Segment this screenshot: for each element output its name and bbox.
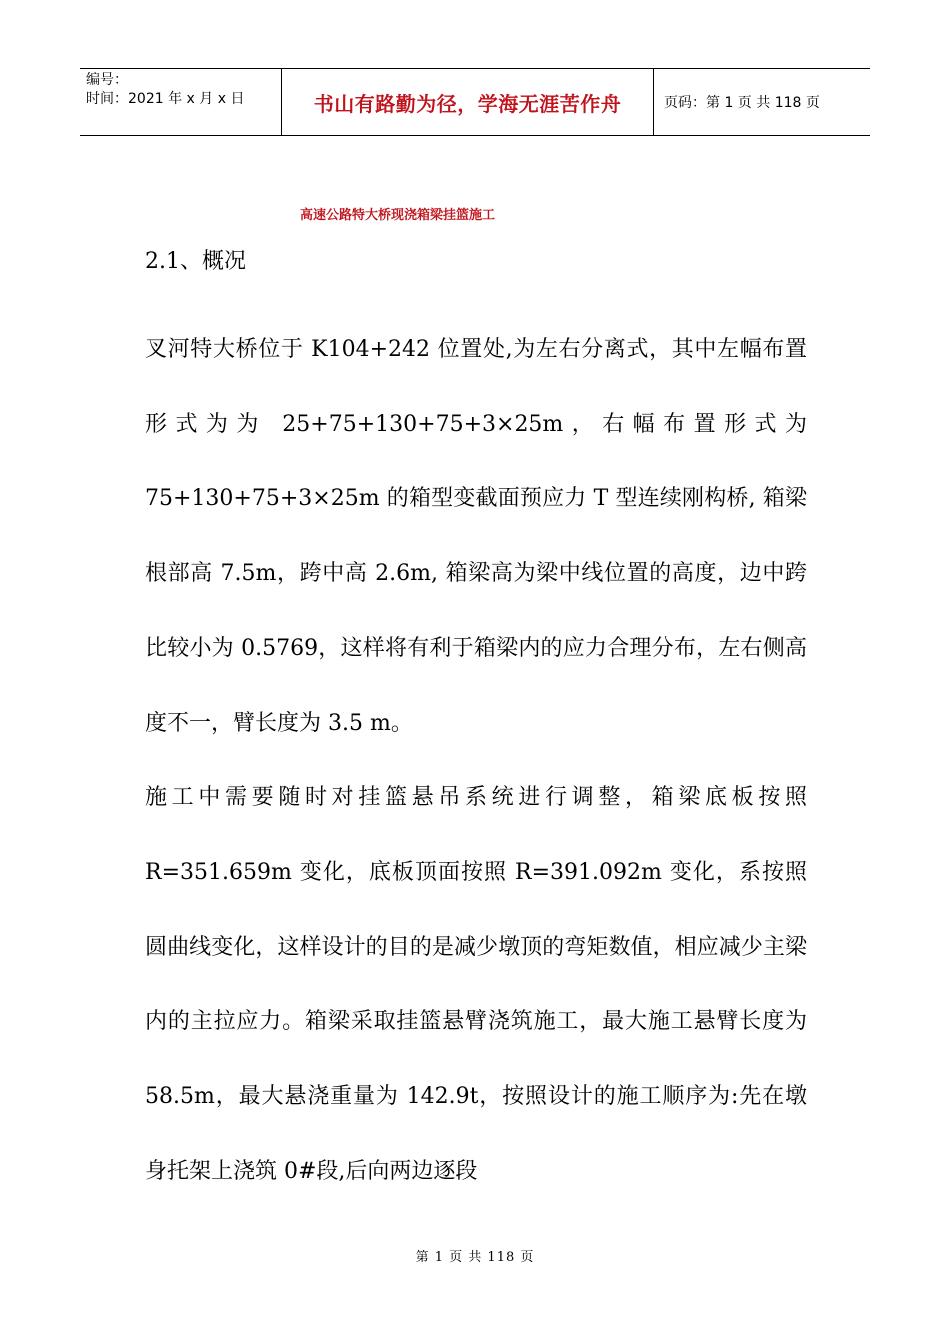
paragraph: 叉河特大桥位于 K104+242 位置处,为左右分离式，其中左幅布置形式为为 25+75+130+75+3×25m，右幅布置形式为 75+130+75+3×25m 的箱型变截面预应力 T 型连续刚构桥, 箱梁根部高 7.5m，跨中高 2.6m, 箱梁高为梁中线位置的高度，边中跨比较小为 0.5769，这样将有利于箱梁内的应力合理分布，左右侧高度不一，臂长度为 3.5 m。 [145, 337, 807, 736]
serial-number-label: 编号： [86, 72, 128, 88]
document-header [80, 68, 870, 136]
paragraph: 施工中需要随时对挂篮悬吊系统进行调整，箱梁底板按照 R=351.659m 变化，底板顶面按照 R=391.092m 变化，系按照圆曲线变化，这样设计的目的是减少墩顶的弯矩数值，相应减少主梁内的主拉应力。箱梁采取挂篮悬臂浇筑施工，最大施工悬臂长度为 58.5m，最大悬浇重量为 142.9t，按照设计的施工顺序为:先在墩身托架上浇筑 0#段,后向两边逐段 [145, 785, 807, 1184]
section-heading: 2.1、概况 [145, 249, 246, 274]
date-label: 时间：2021 年 x 月 x 日 [86, 91, 245, 107]
header-motto: 书山有路勤为径，学海无涯苦作舟 [282, 69, 654, 135]
header-meta-cell [80, 69, 282, 135]
document-body [145, 313, 807, 1209]
document-subtitle: 高速公路特大桥现浇箱梁挂篮施工 [300, 208, 496, 223]
header-page-info: 页码：第 1 页 共 118 页 [664, 95, 820, 111]
page-footer: 第 1 页 共 118 页 [415, 1250, 535, 1265]
